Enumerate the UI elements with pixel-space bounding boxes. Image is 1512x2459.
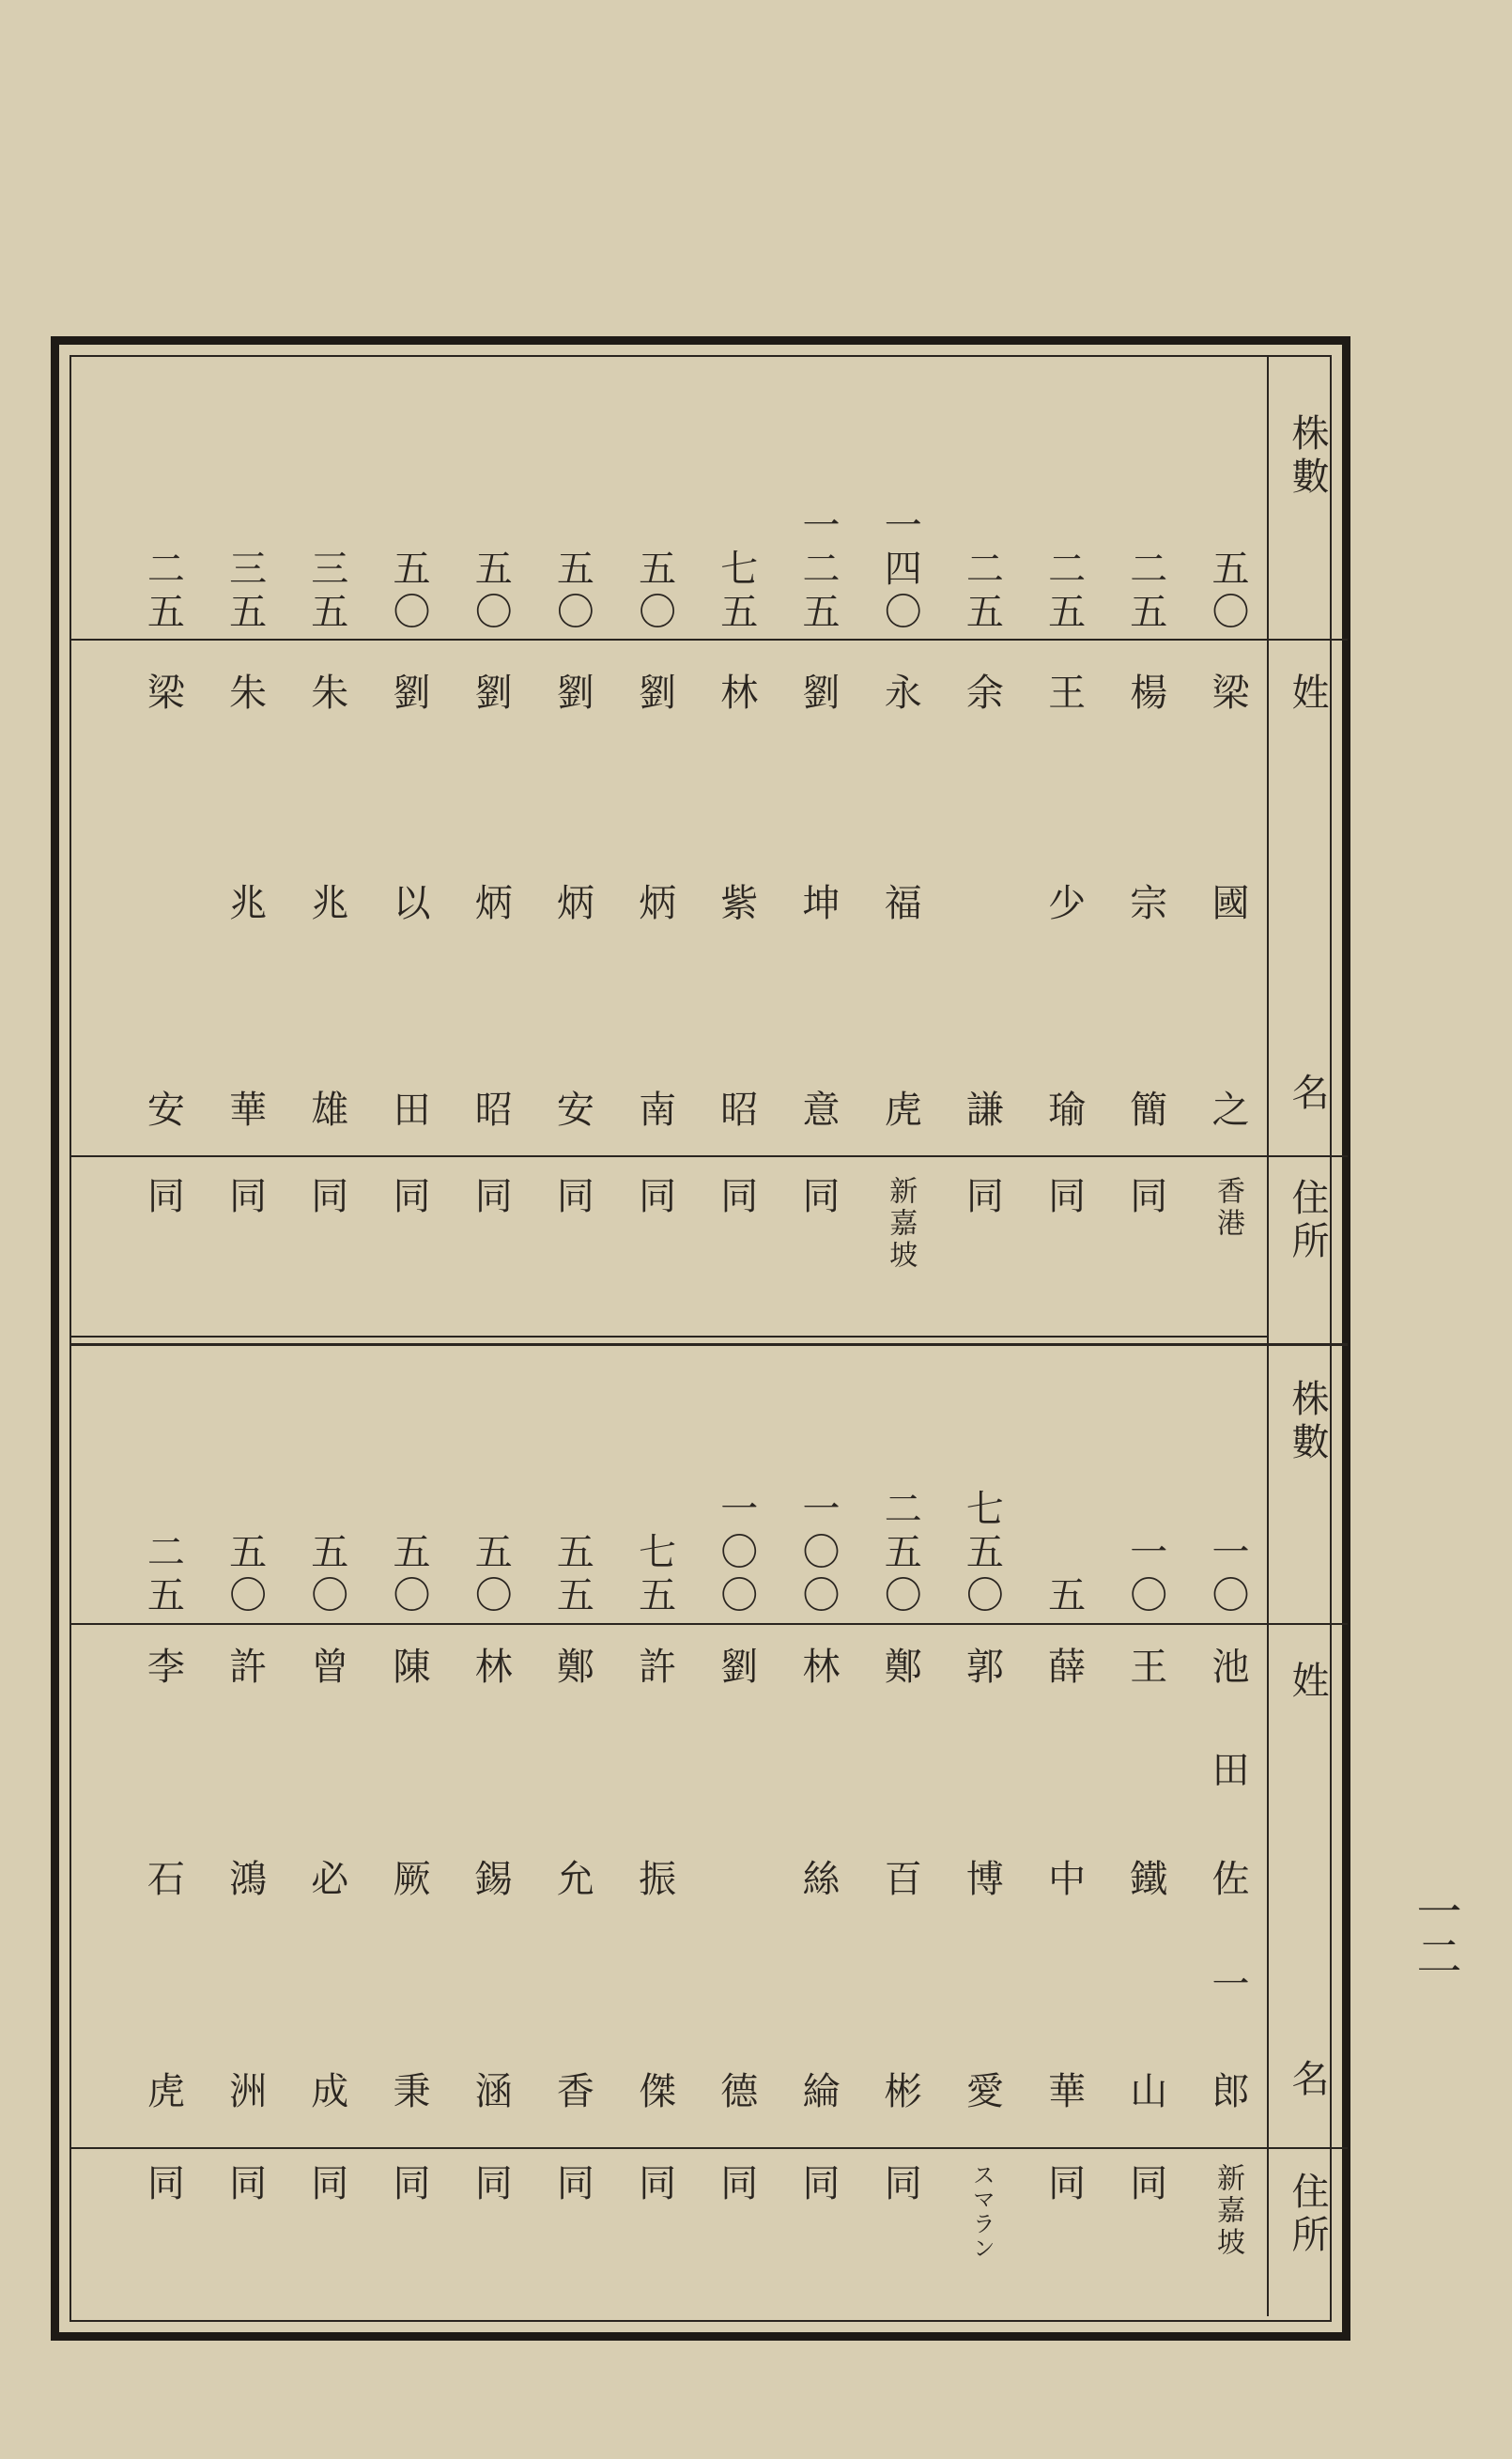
- row-name-char: 劉: [469, 673, 513, 716]
- row-name-char: 朱: [223, 673, 267, 716]
- row-name-char: 坤: [796, 883, 840, 926]
- row-name-char: 愛: [960, 2071, 1004, 2114]
- table-row: [294, 357, 360, 1334]
- row-name-char: 余: [960, 673, 1004, 716]
- table-row: [785, 1346, 851, 2316]
- table-row: [457, 1346, 523, 2316]
- row-name-char: 山: [1123, 2071, 1167, 2114]
- row-name-char: 劉: [387, 673, 430, 716]
- row-name-char: 謙: [960, 1090, 1004, 1133]
- row-shares: 三五: [304, 549, 348, 635]
- row-shares: 二五〇: [878, 1489, 922, 1618]
- row-name-char: 陳: [387, 1647, 430, 1690]
- row-shares: 一二五: [796, 505, 840, 635]
- header-address-lower-text: 住所: [1286, 2172, 1329, 2258]
- row-name-char: 博: [960, 1859, 1004, 1902]
- table-row: [212, 1346, 278, 2316]
- row-name-char: 雄: [304, 1090, 348, 1133]
- row-name-char: 永: [878, 673, 922, 716]
- row-name-char: 郭: [960, 1647, 1004, 1690]
- row-shares: 五〇: [469, 549, 513, 635]
- header-name-top-text: 姓: [1286, 673, 1329, 716]
- header-name-bottom-lower-text: 名: [1286, 2059, 1329, 2102]
- row-shares: 七五〇: [960, 1489, 1004, 1618]
- row-name-char: 秉: [387, 2071, 430, 2114]
- row-address: 同: [796, 1176, 840, 1219]
- header-name-top-lower: [1274, 1661, 1340, 1704]
- row-address: 同: [141, 2163, 185, 2206]
- row-shares: 五〇: [223, 1532, 267, 1618]
- row-name-char: 郎: [1206, 2071, 1249, 2114]
- row-name-char: 林: [714, 673, 758, 716]
- row-address: 同: [1123, 2163, 1167, 2206]
- row-name-char: 之: [1206, 1090, 1249, 1133]
- row-name-char: 允: [550, 1859, 594, 1902]
- row-name-char: 劉: [632, 673, 676, 716]
- row-name-char: 國: [1206, 883, 1249, 926]
- row-name-char: 鴻: [223, 1859, 267, 1902]
- row-shares: 二五: [141, 549, 185, 635]
- table-row: [949, 1346, 1014, 2316]
- row-address: 同: [469, 2163, 513, 2206]
- row-shares: 七五: [632, 1532, 676, 1618]
- row-name-char: 李: [141, 1647, 185, 1690]
- row-name-char: 田: [387, 1090, 430, 1133]
- table-row: [539, 1346, 605, 2316]
- register-table-frame: [51, 336, 1350, 2341]
- row-address: 新嘉坡: [884, 1176, 918, 1272]
- row-shares: 五〇: [1206, 549, 1249, 635]
- row-name-char: 簡: [1123, 1090, 1167, 1133]
- row-name-char: 林: [469, 1647, 513, 1690]
- row-shares: 一〇: [1123, 1532, 1167, 1618]
- row-address: 同: [714, 1176, 758, 1219]
- register-table: [69, 355, 1332, 2322]
- row-name-char: 彬: [878, 2071, 922, 2114]
- table-row: [539, 357, 605, 1334]
- header-name-top: [1274, 673, 1340, 716]
- row-address: 同: [387, 2163, 430, 2206]
- row-shares: 五: [1041, 1575, 1086, 1618]
- header-address-text: 住所: [1286, 1178, 1329, 1264]
- table-row: [376, 357, 441, 1334]
- row-name-char: 洲: [223, 2071, 267, 2114]
- row-name-char: 涵: [469, 2071, 513, 2114]
- header-address: [1274, 1178, 1340, 1264]
- row-name-char: 佐: [1206, 1859, 1249, 1902]
- row-name-char: 安: [550, 1090, 594, 1133]
- row-name-char: 鄭: [878, 1647, 922, 1690]
- row-name-char: 林: [796, 1647, 840, 1690]
- row-address: 同: [1041, 2163, 1086, 2206]
- row-address: 同: [960, 1176, 1004, 1219]
- row-name-char: 錫: [469, 1859, 513, 1902]
- row-name-char: 許: [223, 1647, 267, 1690]
- row-name-char: 香: [550, 2071, 594, 2114]
- row-name-char: 振: [632, 1859, 676, 1902]
- row-name-char: 炳: [632, 883, 676, 926]
- row-name-char: 劉: [714, 1647, 758, 1690]
- row-name-char: 虎: [878, 1090, 922, 1133]
- row-name-char: 池: [1206, 1647, 1249, 1690]
- row-name-char: 昭: [469, 1090, 513, 1133]
- row-name-char: 安: [141, 1090, 185, 1133]
- row-name-char: 劉: [550, 673, 594, 716]
- row-shares: 二五: [1041, 549, 1086, 635]
- row-address: 同: [304, 1176, 348, 1219]
- row-address: 同: [387, 1176, 430, 1219]
- row-shares: 三五: [223, 549, 267, 635]
- table-row: [949, 357, 1014, 1334]
- row-name-char: 南: [632, 1090, 676, 1133]
- table-row: [294, 1346, 360, 2316]
- row-name-char: 兆: [223, 883, 267, 926]
- header-tick: [1269, 1155, 1348, 1157]
- table-row: [1113, 357, 1179, 1334]
- header-tick: [1269, 639, 1348, 641]
- table-row: [703, 357, 769, 1334]
- table-row: [130, 1346, 195, 2316]
- row-shares: 二五: [141, 1532, 185, 1618]
- row-name-char: 宗: [1123, 883, 1167, 926]
- row-name-char: 成: [304, 2071, 348, 2114]
- table-row: [867, 1346, 933, 2316]
- row-name-char: 梁: [141, 673, 185, 716]
- header-shares-lower-text: 株數: [1286, 1379, 1329, 1465]
- table-row: [867, 357, 933, 1334]
- row-name-char: 朱: [304, 673, 348, 716]
- row-name-char: 楊: [1123, 673, 1167, 716]
- row-name-char: 傑: [632, 2071, 676, 2114]
- table-row: [1195, 357, 1260, 1334]
- row-name-char: 許: [632, 1647, 676, 1690]
- row-name-char: 必: [304, 1859, 348, 1902]
- row-address: 同: [796, 2163, 840, 2206]
- row-name-char: 鐵: [1123, 1859, 1167, 1902]
- header-tick: [1269, 2147, 1348, 2149]
- table-row: [1031, 1346, 1097, 2316]
- row-address: 同: [550, 1176, 594, 1219]
- row-name-char: 德: [714, 2071, 758, 2114]
- row-name-char: 炳: [550, 883, 594, 926]
- row-shares: 五〇: [387, 1532, 430, 1618]
- table-row: [212, 357, 278, 1334]
- header-shares-text: 株數: [1286, 413, 1329, 500]
- row-address: 香港: [1211, 1176, 1244, 1240]
- row-address: 同: [469, 1176, 513, 1219]
- header-tick: [1269, 1343, 1348, 1346]
- row-shares: 五五: [550, 1532, 594, 1618]
- row-shares: 五〇: [304, 1532, 348, 1618]
- header-address-lower: [1274, 2172, 1340, 2258]
- row-address: スマラン: [968, 2163, 995, 2261]
- row-address: 同: [550, 2163, 594, 2206]
- table-row: [1195, 1346, 1260, 2316]
- row-name-char: 王: [1041, 673, 1086, 716]
- row-name-char: 薛: [1041, 1647, 1086, 1690]
- table-row: [703, 1346, 769, 2316]
- row-address: 同: [1041, 1176, 1086, 1219]
- row-shares: 七五: [714, 549, 758, 635]
- section-divider-a: [71, 1336, 1267, 1338]
- table-row: [1113, 1346, 1179, 2316]
- row-name-char: 王: [1123, 1647, 1167, 1690]
- row-address: 同: [878, 2163, 922, 2206]
- row-shares: 二五: [1123, 549, 1167, 635]
- row-name-char: 中: [1041, 1859, 1086, 1902]
- row-address: 同: [141, 1176, 185, 1219]
- row-name-char: 華: [1041, 2071, 1086, 2114]
- row-name-char: 兆: [304, 883, 348, 926]
- header-shares-lower: [1274, 1379, 1340, 1465]
- row-name-char: 虎: [141, 2071, 185, 2114]
- row-name-char: 劉: [796, 673, 840, 716]
- row-address: 同: [632, 2163, 676, 2206]
- row-name-char: 曾: [304, 1647, 348, 1690]
- row-name-char: 少: [1041, 883, 1086, 926]
- row-name-char: 田: [1206, 1750, 1249, 1793]
- row-address: 同: [632, 1176, 676, 1219]
- row-name-char: 紫: [714, 883, 758, 926]
- row-name-char: 鄭: [550, 1647, 594, 1690]
- table-row: [457, 357, 523, 1334]
- table-row: [130, 357, 195, 1334]
- row-shares: 一〇: [1206, 1532, 1249, 1618]
- row-shares: 一四〇: [878, 505, 922, 635]
- row-name-char: 一: [1206, 1964, 1249, 2007]
- row-shares: 五〇: [469, 1532, 513, 1618]
- row-shares: 一〇〇: [714, 1489, 758, 1618]
- table-row: [1031, 357, 1097, 1334]
- table-row: [376, 1346, 441, 2316]
- row-name-char: 福: [878, 883, 922, 926]
- row-address: 同: [1123, 1176, 1167, 1219]
- row-address: 新嘉坡: [1211, 2163, 1244, 2259]
- table-row: [785, 357, 851, 1334]
- row-name-char: 意: [796, 1090, 840, 1133]
- row-address: 同: [714, 2163, 758, 2206]
- header-name-bottom: [1274, 1073, 1340, 1116]
- row-name-char: 石: [141, 1859, 185, 1902]
- row-shares: 五〇: [632, 549, 676, 635]
- row-name-char: 絲: [796, 1859, 840, 1902]
- row-name-char: 以: [387, 883, 430, 926]
- table-row: [622, 357, 687, 1334]
- row-name-char: 昭: [714, 1090, 758, 1133]
- row-name-char: 華: [223, 1090, 267, 1133]
- row-shares: 二五: [960, 549, 1004, 635]
- header-shares: [1274, 413, 1340, 500]
- row-name-char: 綸: [796, 2071, 840, 2114]
- row-name-char: 百: [878, 1859, 922, 1902]
- header-name-top-lower-text: 姓: [1286, 1661, 1329, 1704]
- row-name-char: 厥: [387, 1859, 430, 1902]
- row-shares: 一〇〇: [796, 1489, 840, 1618]
- row-shares: 五〇: [387, 549, 430, 635]
- row-name-char: 瑜: [1041, 1090, 1086, 1133]
- row-shares: 五〇: [550, 549, 594, 635]
- row-name-char: 梁: [1206, 673, 1249, 716]
- header-column-divider: [1267, 357, 1269, 2316]
- row-address: 同: [223, 2163, 267, 2206]
- row-address: 同: [304, 2163, 348, 2206]
- row-name-char: 炳: [469, 883, 513, 926]
- header-name-bottom-lower: [1274, 2059, 1340, 2102]
- table-row: [622, 1346, 687, 2316]
- header-tick: [1269, 1623, 1348, 1625]
- page-number: 一二: [1409, 1888, 1461, 1978]
- header-name-bottom-text: 名: [1286, 1073, 1329, 1116]
- row-address: 同: [223, 1176, 267, 1219]
